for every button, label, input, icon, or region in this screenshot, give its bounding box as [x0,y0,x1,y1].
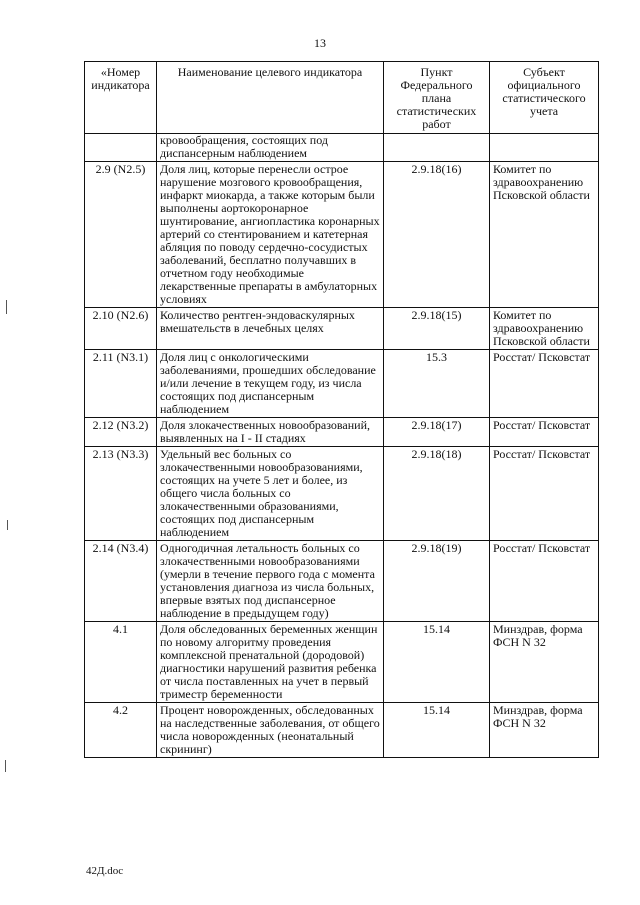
indicators-table [84,61,599,758]
cell-subject: Росстат/ Псковстат [490,447,599,541]
table-row [85,703,599,758]
cell-plan: 2.9.18(16) [384,162,490,308]
page-number: 13 [314,36,326,50]
cell-name: Процент новорожденных, обследованных на наследственные заболевания, от общего числа новорожденных (неонатальный скрининг) [157,703,384,758]
table-row [85,162,599,308]
cell-plan: 2.9.18(15) [384,308,490,350]
table-row [85,308,599,350]
cell-subject: Росстат/ Псковстат [490,418,599,447]
cell-number [85,134,157,162]
cell-subject: Росстат/ Псковстат [490,350,599,418]
cell-number: 2.10 (N2.6) [85,308,157,350]
cell-plan: 2.9.18(18) [384,447,490,541]
cell-subject [490,134,599,162]
cell-number: 2.11 (N3.1) [85,350,157,418]
cell-number: 2.12 (N3.2) [85,418,157,447]
cell-name: Доля лиц с онкологическими заболеваниями, прошедших обследование и/или лечение в текущем году, из числа состоящих под диспансерным наблюдением [157,350,384,418]
scan-speck [6,300,7,314]
table-row [85,541,599,622]
cell-number: 2.9 (N2.5) [85,162,157,308]
cell-name: Количество рентген-эндоваскулярных вмешательств в лечебных целях [157,308,384,350]
cell-subject: Минздрав, форма ФСН N 32 [490,622,599,703]
table-row [85,447,599,541]
cell-subject: Росстат/ Псковстат [490,541,599,622]
cell-name: Удельный вес больных со злокачественными новообразованиями, состоящих на учете 5 лет и более, из общего числа больных со злокачественными образованиями, состоящих под диспансерным наблюдением [157,447,384,541]
cell-plan: 15.14 [384,622,490,703]
footer-filename: 42Д.doc [86,865,124,877]
scan-speck [5,760,6,772]
cell-number: 4.1 [85,622,157,703]
cell-plan: 2.9.18(17) [384,418,490,447]
table-row [85,134,599,162]
cell-name: Доля обследованных беременных женщин по новому алгоритму проведения комплексной пренатальной (дородовой) диагностики нарушений развития ребенка от числа поставленных на учет в первый триместр беременности [157,622,384,703]
table-row [85,622,599,703]
cell-name: Доля лиц, которые перенесли острое нарушение мозгового кровообращения, инфаркт миокарда, а также которым были выполнены аортокоронарное шунтирование, ангиопластика коронарных артерий со стентированием и катетерная абляция по поводу сердечно-сосудистых заболеваний, бесплатно получавших в отчетном году необходимые лекарственные препараты в амбулаторных условиях [157,162,384,308]
header-indicator-number: «Номер индикатора [85,62,157,134]
cell-name: Одногодичная летальность больных со злокачественными новообразованиями (умерли в течение первого года с момента установления диагноза из числа больных, впервые взятых под диспансерное наблюдение в предыдущем году) [157,541,384,622]
cell-plan: 15.14 [384,703,490,758]
scan-speck [7,520,8,530]
cell-plan: 15.3 [384,350,490,418]
cell-name: кровообращения, состоящих под диспансерным наблюдением [157,134,384,162]
header-plan-item: Пункт Федерального плана статистических работ [384,62,490,134]
cell-number: 2.13 (N3.3) [85,447,157,541]
table-row [85,350,599,418]
table-row [85,418,599,447]
header-statistical-subject: Субъект официального статистического учета [490,62,599,134]
cell-number: 4.2 [85,703,157,758]
cell-subject: Минздрав, форма ФСН N 32 [490,703,599,758]
cell-plan: 2.9.18(19) [384,541,490,622]
cell-name: Доля злокачественных новообразований, выявленных на I - II стадиях [157,418,384,447]
cell-plan [384,134,490,162]
cell-number: 2.14 (N3.4) [85,541,157,622]
cell-subject: Комитет по здравоохранению Псковской области [490,162,599,308]
header-indicator-name: Наименование целевого индикатора [157,62,384,134]
cell-subject: Комитет по здравоохранению Псковской области [490,308,599,350]
table-header-row [85,62,599,134]
